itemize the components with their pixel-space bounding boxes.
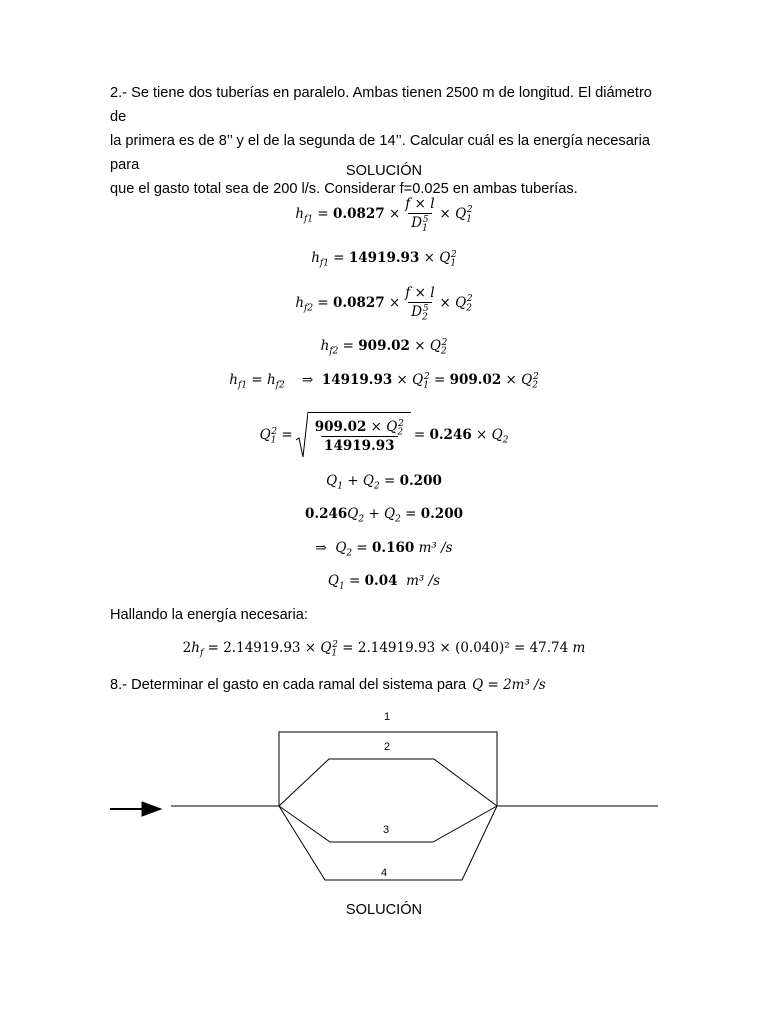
inflow-arrow-head [142,802,161,816]
equation-energy: 2 $h_f$ = 2.14919.93 × $Q_1^2$ = 2.14919.93 × (0.040)² = 47.74 m [182,639,586,659]
q2-unit: m³ /s [418,540,453,556]
branch-1-label: 1 [384,711,391,723]
hf1-coefficient: 14919.93 [348,250,420,266]
energy-factor-2: 2.14919.93 [357,640,436,656]
problem-8-text: 8.- Determinar el gasto en cada ramal del sistema para [110,677,467,693]
solution-heading: SOLUCIÓN [345,163,423,179]
problem-8-q: 2m³ /s [503,677,546,693]
problem-8-statement: 8.- Determinar el gasto en cada ramal del sistema para Q = 2m³ /s [110,673,670,697]
branch-3-label: 3 [383,824,390,836]
equality-right-coef: 909.02 [449,372,502,388]
equation-hf1-value: $h_{f1}$ = 14919.93 × $Q_1^2$ [311,249,457,269]
hf2-coefficient: 909.02 [358,338,410,354]
branch-2-pipe [279,759,497,806]
q1-value: 0.04 [364,573,398,589]
branch-4-pipe [279,806,497,880]
ratio-value: 0.246 [429,427,472,443]
coefficient: 0.0827 [333,205,385,222]
equation-sum: $Q_1$ + $Q_2$ = 0.200 [326,473,442,492]
energy-heading: Hallando la energía necesaria: [110,607,308,623]
problem-2-line-2: la primera es de 8’’ y el de la segunda de 14’’. Calcular cuál es la energía necesaria para [110,133,651,173]
branch-4-label: 4 [381,867,388,879]
energy-factor: 2.14919.93 [223,640,301,656]
branch-2-label: 2 [384,741,391,753]
equation-hf1-formula: $h_{f1}$ = 0.0827 × $\frac{f \times l}{D_1^5}$ × $Q_1^2$ [295,196,473,234]
energy-result: 47.74 [529,640,569,656]
problem-2-line-3: que el gasto total sea de 200 l/s. Considerar f=0.025 en ambas tuberías. [110,181,578,197]
q2-value: 0.160 [372,540,415,556]
energy-q: (0.040)² [455,640,510,656]
solution-heading-2: SOLUCIÓN [345,902,423,918]
ratio-value-2: 0.246 [305,506,348,522]
equation-sqrt: $Q_1^2$ = $\frac{909.02 \times Q_2^2}{14919.93}$ = 0.246 × $Q_2$ [0,412,768,458]
sqrt-den-coef: 14919.93 [321,436,397,454]
coefficient-2: 0.0827 [333,294,385,311]
equation-hf2-value: $h_{f2}$ = 909.02 × $Q_2^2$ [320,337,448,357]
sum-value-2: 0.200 [420,506,463,522]
equation-q1-result: $Q_1$ = 0.04 m³ /s [327,573,441,592]
sum-value: 0.200 [399,473,442,489]
equation-equality: $h_{f1}$ = $h_{f2}$ ⇒ 14919.93 × $Q_1^2$ = 909.02 × $Q_2^2$ [229,371,539,391]
equation-q2-result: ⇒ $Q_2$ = 0.160 m³ /s [315,540,453,559]
q1-unit: m³ /s [406,573,441,589]
sqrt-num-coef: 909.02 [314,419,367,435]
problem-2-line-1: 2.- Se tiene dos tuberías en paralelo. Ambas tienen 2500 m de longitud. El diámetro de [110,85,652,125]
equation-hf2-formula: $h_{f2}$ = 0.0827 × $\frac{f \times l}{D_2^5}$ × $Q_2^2$ [295,285,473,323]
equation-substituted: 0.246 $Q_2$ + $Q_2$ = 0.200 [305,506,463,525]
equality-left-coef: 14919.93 [321,372,393,388]
